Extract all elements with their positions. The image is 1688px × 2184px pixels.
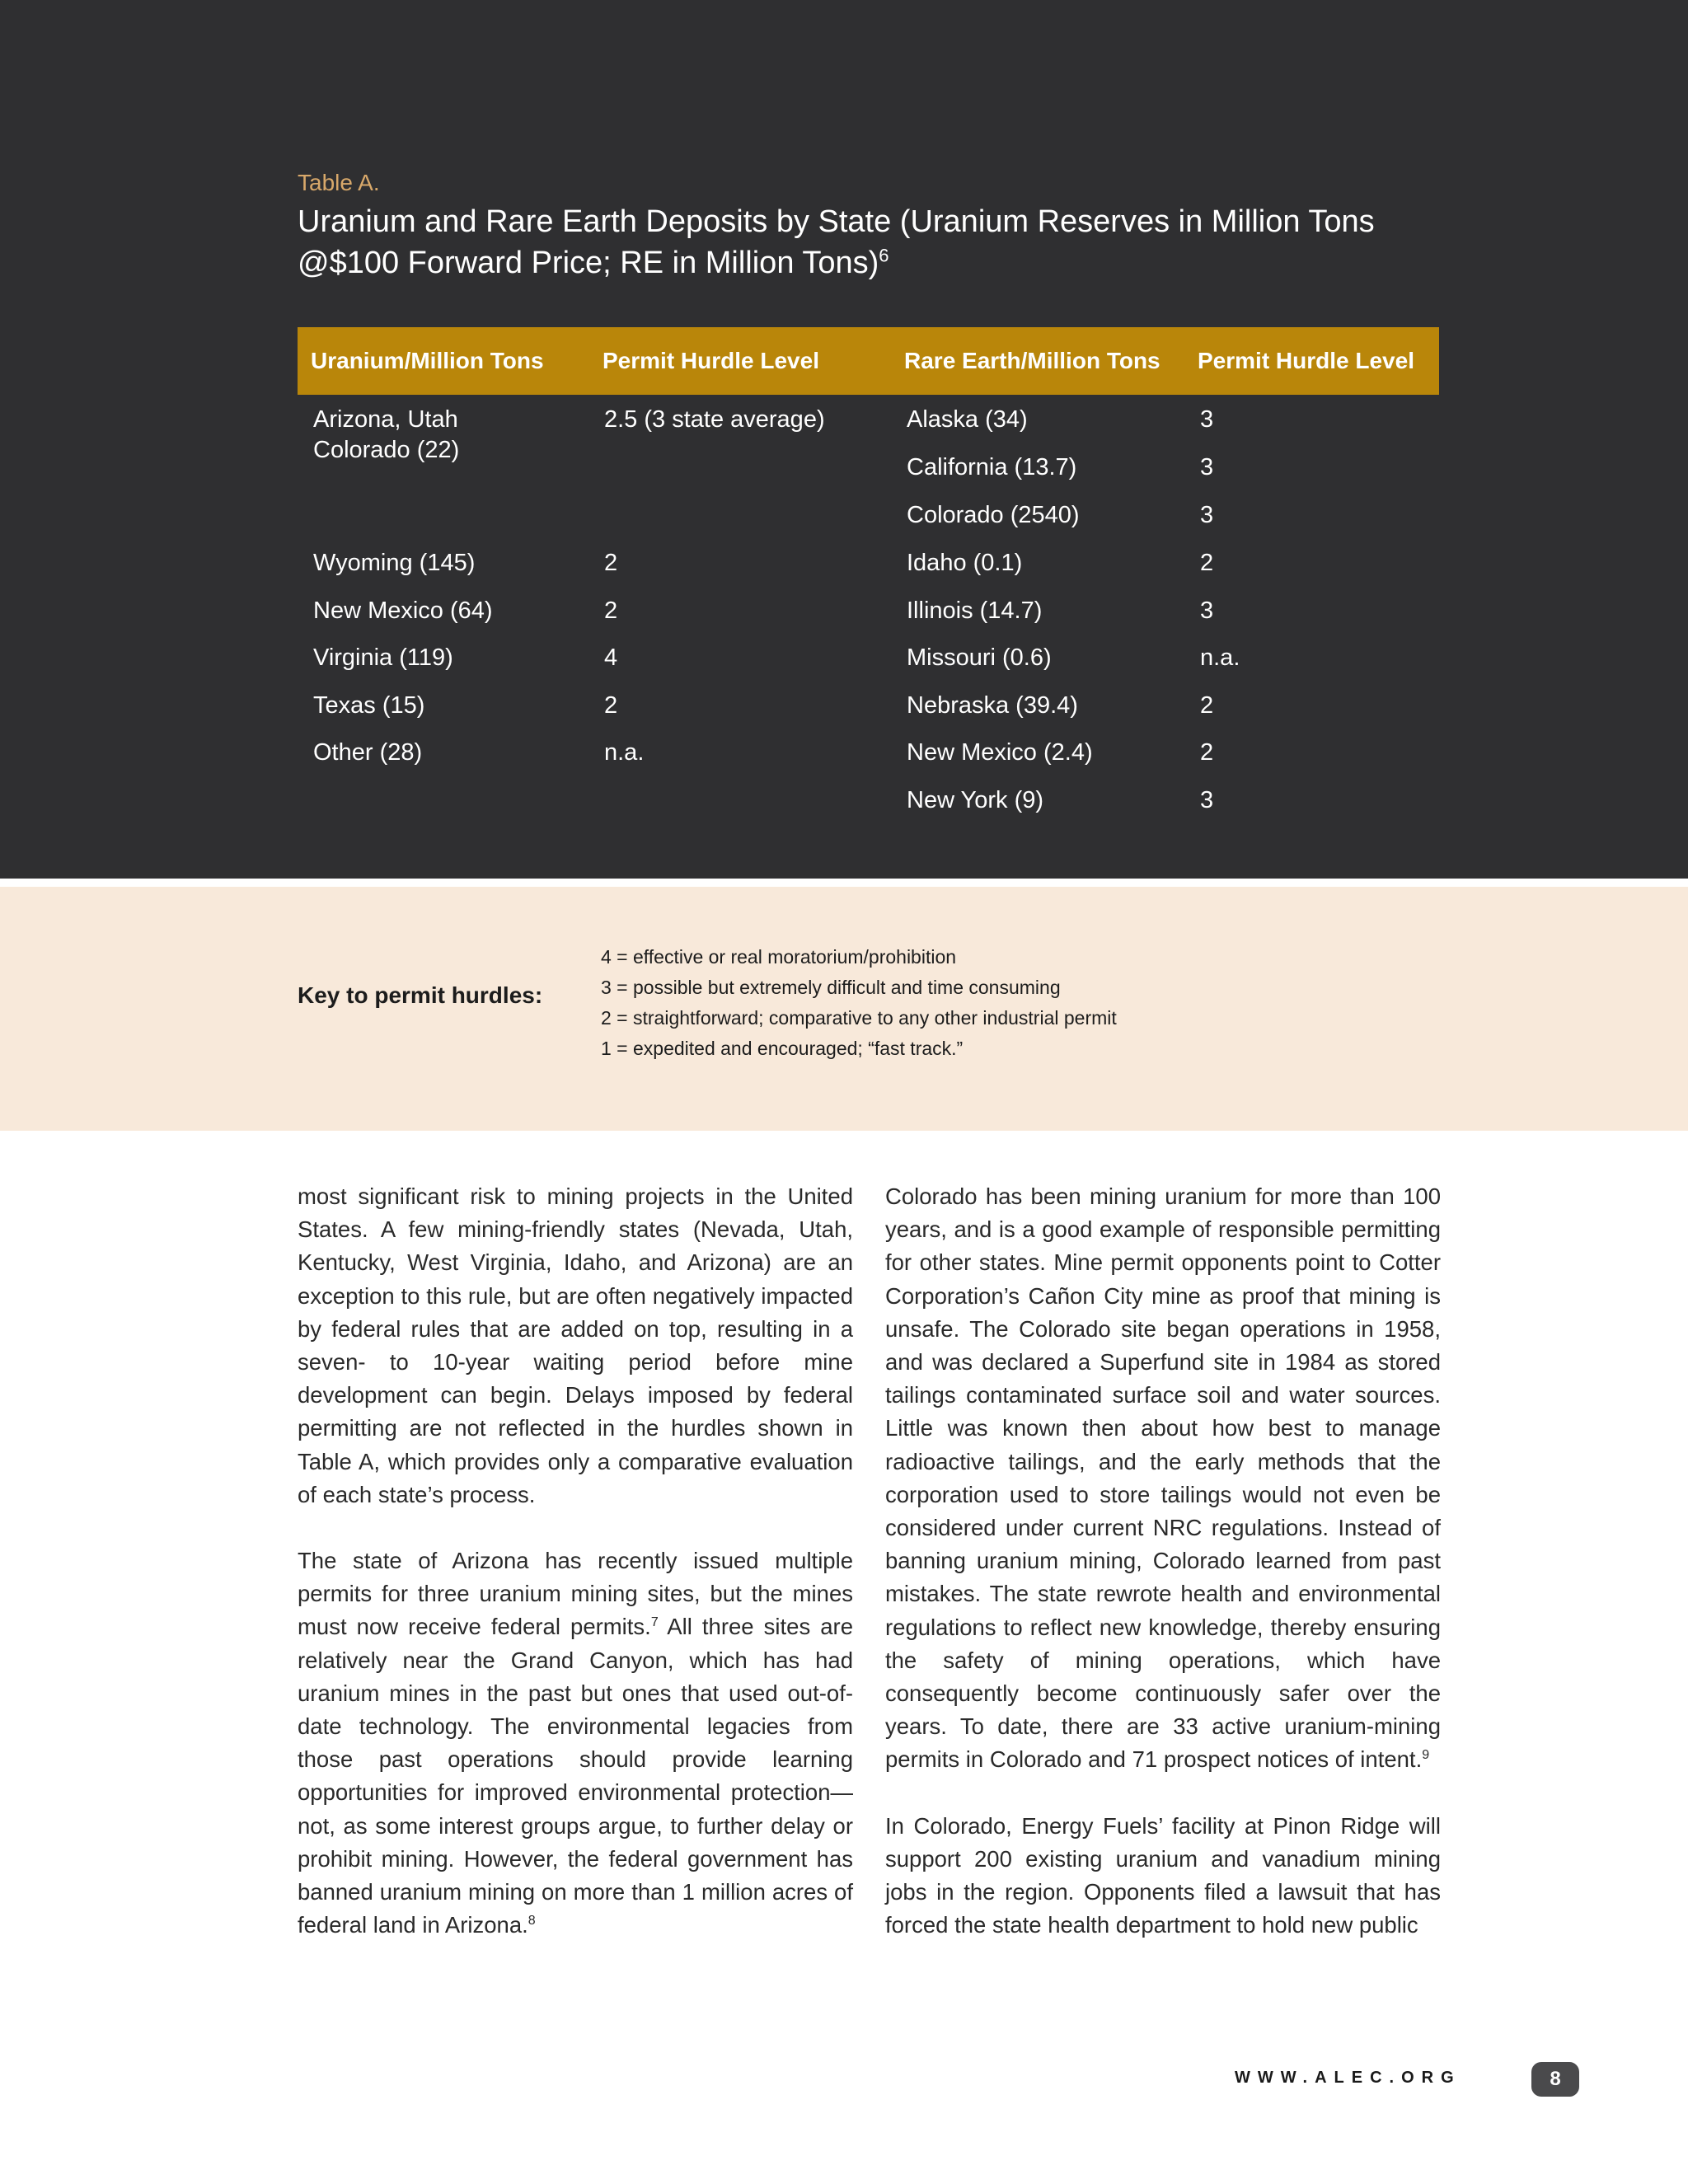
footnote-ref: 8 [528, 1914, 536, 1929]
table-cell: 3 [1200, 598, 1214, 624]
table-cell: New York (9) [907, 787, 1044, 813]
paragraph: most significant risk to mining projects in the United States. A few mining-friendly states (Nevada, Utah, Kentucky, West Virginia, Idaho, and Arizona) are an exception to this rule, but are often negatively impacted by federal rules that are added on top, resulting in a seven- to 10-year waiting period before mine development can begin. Delays imposed by federal permitting are not reflected in the hurdles shown in Table A, which provides only a comparative evaluation of each state’s process. [298, 1183, 853, 1507]
table-cell: Virginia (119) [313, 644, 453, 671]
table-cell: Idaho (0.1) [907, 550, 1023, 576]
table-cell: 3 [1200, 787, 1214, 813]
table-cell: New Mexico (64) [313, 598, 493, 624]
table-cell: California (13.7) [907, 454, 1077, 480]
table-title: Uranium and Rare Earth Deposits by State (Uranium Reserves in Million Tons @$100 Forward Price; RE in Million Tons)$^6$ [298, 204, 1375, 280]
table-cell: n.a. [1200, 644, 1240, 671]
table-cell: New Mexico (2.4) [907, 739, 1093, 766]
key-line: 1 = expedited and encouraged; “fast track.” [601, 1038, 964, 1059]
table-cell: 2.5 (3 state average) [604, 406, 825, 433]
table-cell: Missouri (0.6) [907, 644, 1052, 671]
table-cell: 2 [1200, 739, 1214, 766]
table-cell: 3 [1200, 454, 1214, 480]
key-line: 3 = possible but extremely difficult and time consuming [601, 977, 1061, 998]
key-line: 4 = effective or real moratorium/prohibition [601, 946, 957, 968]
table-cell: 3 [1200, 502, 1214, 528]
table-cell: Other (28) [313, 739, 423, 766]
table-cell: 4 [604, 644, 618, 671]
table-cell: Illinois (14.7) [907, 598, 1043, 624]
body-column-right [885, 1180, 1441, 1975]
table-cell: Wyoming (145) [313, 550, 476, 576]
table-cell: 2 [604, 598, 618, 624]
paragraph: The state of Arizona has recently issued multiple permits for three uranium mining sites, but the mines must now receive federal permits.$^7$ All three sites are relatively near the Grand Canyon, which has had uranium mines in the past but ones that used out-of-date technology. The environmental legacies from those past operations should provide learning opportunities for improved environmental protection—not, as some interest groups argue, to further delay or prohibit mining. However, the federal government has banned uranium mining on more than 1 million acres of federal land in Arizona.$^8$ [298, 1548, 853, 1938]
header-uranium: Uranium/Million Tons [311, 348, 544, 373]
footer-url[interactable]: WWW.ALEC.ORG [1235, 2069, 1461, 2087]
table-cell: 2 [604, 550, 618, 576]
key-title: Key to permit hurdles: [298, 982, 543, 1008]
table-cell: n.a. [604, 739, 645, 766]
footnote-ref: 6 [879, 245, 889, 266]
table-cell: Nebraska (39.4) [907, 692, 1078, 719]
key-line: 2 = straightforward; comparative to any other industrial permit [601, 1007, 1117, 1029]
page-number: 8 [1531, 2062, 1579, 2097]
paragraph: Colorado has been mining uranium for more than 100 years, and is a good example of responsible permitting for other states. Mine permit opponents point to Cotter Corporation’s Cañon City mine as proof that mining is unsafe. The Colorado site began operations in 1958, and was declared a Superfund site in 1984 as stored tailings contaminated surface soil and water sources. Little was known then about how best to manage radioactive tailings, and the early methods that the corporation used to store tailings would not even be considered under current NRC regulations. Instead of banning uranium mining, Colorado learned from past mistakes. The state rewrote health and environmental regulations to reflect new knowledge, thereby ensuring the safety of mining operations, which have consequently become continuously safer over the years. To date, there are 33 active uranium-mining permits in Colorado and 71 prospect notices of intent.$^9$ [885, 1183, 1441, 1773]
footnote-ref: 9 [1422, 1748, 1430, 1763]
table-cell: 2 [1200, 550, 1214, 576]
table-cell: Colorado (2540) [907, 502, 1080, 528]
table-cell: Colorado (22) [313, 437, 460, 463]
table-cell: 2 [604, 692, 618, 719]
body-column-left [298, 1180, 853, 1975]
header-rare-earth: Rare Earth/Million Tons [904, 348, 1160, 373]
header-permit-level: Permit Hurdle Level [603, 348, 819, 373]
table-cell: Alaska (34) [907, 406, 1028, 433]
table-header-row [298, 327, 1439, 395]
table-cell: Arizona, Utah [313, 406, 458, 433]
table-cell: 2 [1200, 692, 1214, 719]
table-label: Table A. [298, 170, 380, 195]
footnote-ref: 7 [650, 1615, 659, 1630]
table-cell: Texas (15) [313, 692, 425, 719]
table-panel [0, 0, 1688, 879]
table-cell: 3 [1200, 406, 1214, 433]
paragraph: In Colorado, Energy Fuels’ facility at Pinon Ridge will support 200 existing uranium and vanadium mining jobs in the region. Opponents filed a lawsuit that has forced the state health department to hold new public [885, 1812, 1441, 1938]
header-permit-level: Permit Hurdle Level [1198, 348, 1414, 373]
